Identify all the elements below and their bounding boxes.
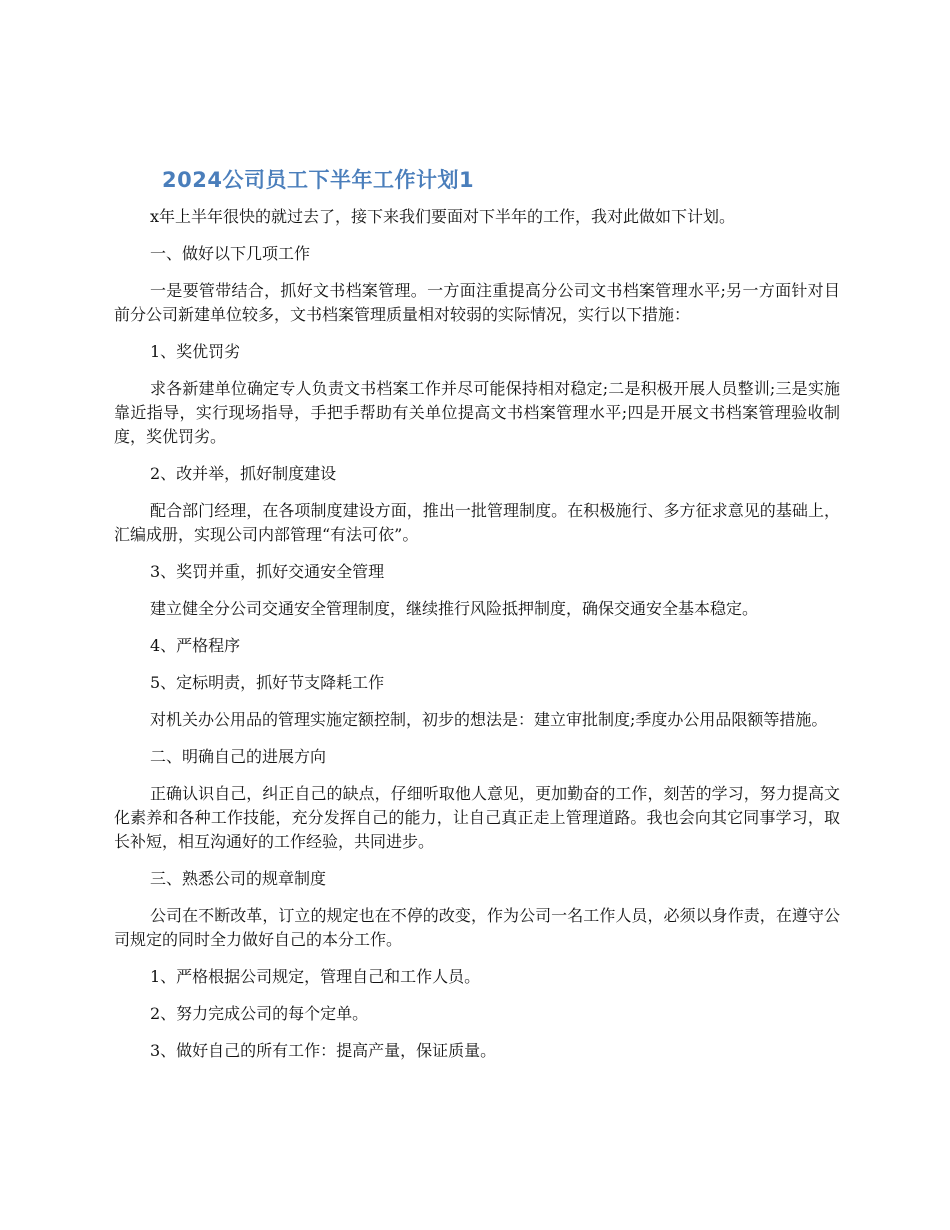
page-title: 2024公司员工下半年工作计划1 <box>162 168 475 192</box>
paragraph: 正确认识自己，纠正自己的缺点，仔细听取他人意见，更加勤奋的工作，刻苦的学习，努力提高文化素养和各种工作技能，充分发挥自己的能力，让自己真正走上管理道路。我也会向其它同事学习，取长补短，相互沟通好的工作经验，共同进步。 <box>114 784 840 851</box>
list-item: 2、改并举，抓好制度建设 <box>150 464 337 483</box>
section-heading: 三、熟悉公司的规章制度 <box>150 869 327 888</box>
paragraph: 建立健全分公司交通安全管理制度，继续推行风险抵押制度，确保交通安全基本稳定。 <box>150 599 759 618</box>
list-item: 1、奖优罚劣 <box>150 342 241 361</box>
list-item: 3、做好自己的所有工作：提高产量，保证质量。 <box>150 1041 497 1060</box>
document-body <box>114 205 840 1076</box>
section-heading: 二、明确自己的进展方向 <box>150 747 327 766</box>
paragraph: 配合部门经理，在各项制度建设方面，推出一批管理制度。在积极施行、多方征求意见的基础上，汇编成册，实现公司内部管理“有法可依”。 <box>114 501 840 544</box>
list-item: 1、严格根据公司规定，管理自己和工作人员。 <box>150 967 481 986</box>
paragraph: 公司在不断改革，订立的规定也在不停的改变，作为公司一名工作人员，必须以身作责，在遵守公司规定的同时全力做好自己的本分工作。 <box>114 906 840 949</box>
list-item: 4、严格程序 <box>150 636 241 655</box>
paragraph: x年上半年很快的就过去了，接下来我们要面对下半年的工作，我对此做如下计划。 <box>150 207 736 226</box>
list-item: 3、奖罚并重，抓好交通安全管理 <box>150 562 385 581</box>
list-item: 2、努力完成公司的每个定单。 <box>150 1004 369 1023</box>
paragraph: 求各新建单位确定专人负责文书档案工作并尽可能保持相对稳定;二是积极开展人员整训;三是实施靠近指导，实行现场指导，手把手帮助有关单位提高文书档案管理水平;四是开展文书档案管理验收制度，奖优罚劣。 <box>114 379 840 446</box>
paragraph: 一是要管带结合，抓好文书档案管理。一方面注重提高分公司文书档案管理水平;另一方面针对目前分公司新建单位较多，文书档案管理质量相对较弱的实际情况，实行以下措施： <box>114 281 840 324</box>
list-item: 5、定标明责，抓好节支降耗工作 <box>150 673 385 692</box>
paragraph: 对机关办公用品的管理实施定额控制，初步的想法是：建立审批制度;季度办公用品限额等措施。 <box>150 710 828 729</box>
section-heading: 一、做好以下几项工作 <box>150 244 311 263</box>
